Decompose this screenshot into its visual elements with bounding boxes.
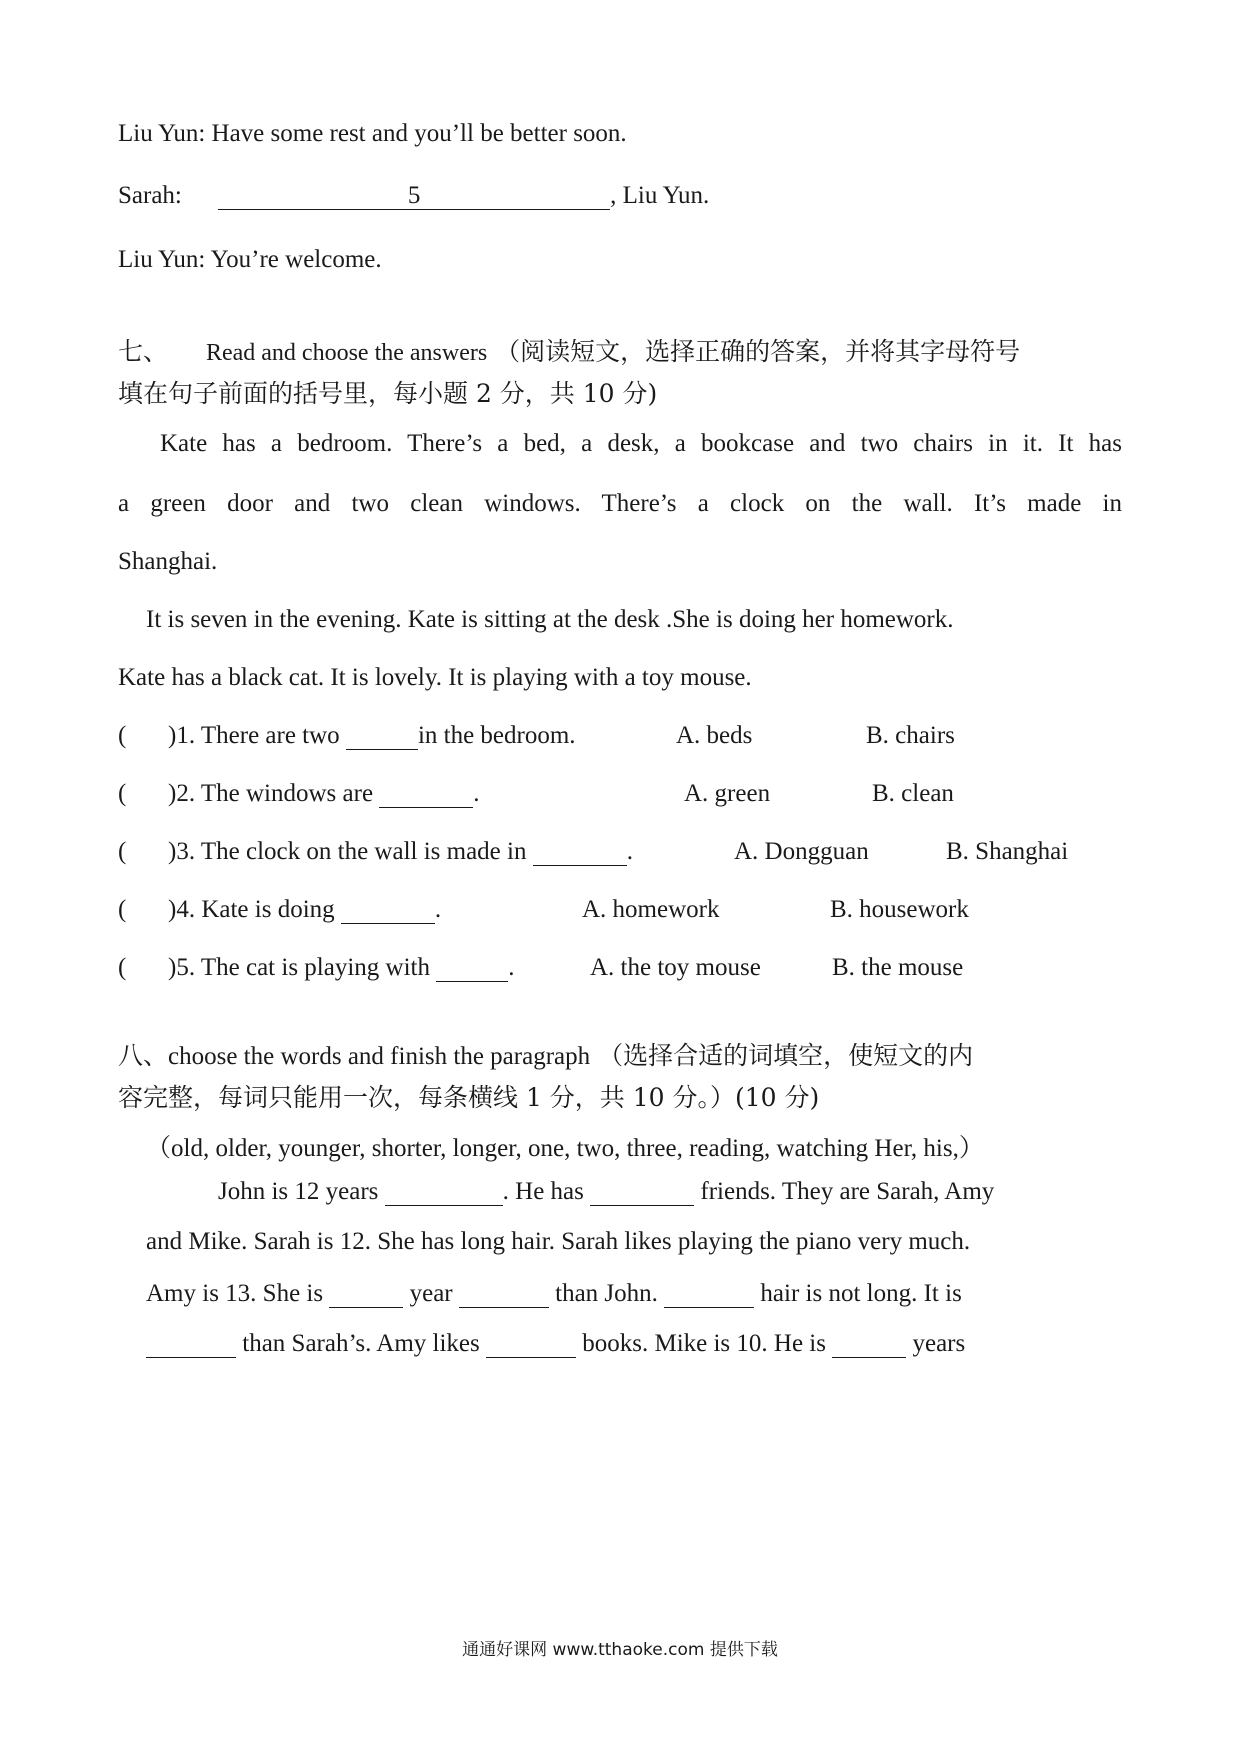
speaker-label: Sarah: bbox=[118, 182, 182, 209]
option-b: B. housework bbox=[830, 896, 969, 923]
option-b: B. chairs bbox=[866, 722, 955, 749]
question-text-after: . bbox=[508, 954, 515, 981]
answer-blank bbox=[459, 1281, 549, 1308]
paragraph-text: than Sarah’s. Amy likes bbox=[236, 1330, 486, 1357]
paragraph-text: . He has bbox=[502, 1178, 591, 1205]
question-text-before: )5. The cat is playing with bbox=[168, 954, 437, 981]
paragraph-text: books. Mike is 10. He is bbox=[575, 1330, 833, 1357]
answer-blank bbox=[533, 839, 627, 866]
answer-blank bbox=[832, 1331, 906, 1358]
question-text-before: )2. The windows are bbox=[168, 780, 380, 807]
section-7-heading bbox=[118, 332, 1020, 368]
answer-blank-5: 5 bbox=[218, 183, 610, 210]
paragraph-line-1 bbox=[218, 1178, 994, 1206]
dialogue-line-2 bbox=[118, 182, 709, 210]
paragraph-line-4 bbox=[146, 1330, 965, 1358]
paragraph-text: friends. They are Sarah, Amy bbox=[694, 1178, 995, 1205]
section-7-title-zh-1: （阅读短文，选择正确的答案，并将其字母符号 bbox=[495, 337, 1021, 366]
section-8-number: 八、 bbox=[118, 1041, 169, 1070]
option-b: B. Shanghai bbox=[946, 838, 1069, 865]
question-text-before: )1. There are two bbox=[168, 722, 346, 749]
dialogue-line-2-end: , Liu Yun. bbox=[610, 182, 710, 209]
section-8-title-zh-1: （选择合适的词填空，使短文的内 bbox=[598, 1041, 974, 1070]
answer-blank bbox=[590, 1179, 694, 1206]
answer-blank bbox=[436, 955, 508, 982]
passage-line-1: Kate has a bedroom. There’s a bed, a desk, a bookcase and two chairs in it. It has bbox=[160, 430, 1122, 457]
word-bank: （old, older, younger, shorter, longer, one, two, three, reading, watching Her, his,） bbox=[146, 1135, 984, 1162]
answer-paren: ( bbox=[118, 954, 127, 981]
question-text bbox=[168, 722, 576, 750]
option-a: A. green bbox=[684, 780, 771, 807]
question-text bbox=[168, 954, 515, 982]
option-b: B. the mouse bbox=[832, 954, 964, 981]
question-text-before: )3. The clock on the wall is made in bbox=[168, 838, 533, 865]
question-text-after: in the bedroom. bbox=[417, 722, 576, 749]
section-7-title-en: Read and choose the answers bbox=[205, 340, 488, 366]
section-8-title-zh-2: 容完整，每词只能用一次，每条横线 1 分，共 10 分。）(10 分) bbox=[118, 1083, 820, 1112]
section-8-heading bbox=[118, 1036, 973, 1072]
paragraph-text: than John. bbox=[548, 1280, 665, 1307]
question-text-after: . bbox=[473, 780, 480, 807]
answer-blank bbox=[664, 1281, 754, 1308]
answer-blank bbox=[486, 1331, 576, 1358]
question-text-before: )4. Kate is doing bbox=[168, 896, 341, 923]
answer-blank bbox=[146, 1331, 236, 1358]
option-a: A. the toy mouse bbox=[590, 954, 761, 981]
answer-blank bbox=[346, 723, 418, 750]
answer-blank bbox=[341, 897, 435, 924]
paragraph-text: years bbox=[906, 1330, 966, 1357]
paragraph-line-3 bbox=[146, 1280, 962, 1308]
answer-blank bbox=[379, 781, 473, 808]
question-text bbox=[168, 896, 441, 924]
dialogue-line-3: Liu Yun: You’re welcome. bbox=[118, 246, 382, 273]
answer-paren: ( bbox=[118, 896, 127, 923]
section-7-title-zh-2: 填在句子前面的括号里，每小题 2 分，共 10 分) bbox=[118, 379, 658, 408]
option-a: A. Dongguan bbox=[734, 838, 869, 865]
passage-line-4: It is seven in the evening. Kate is sitting at the desk .She is doing her homework. bbox=[146, 606, 954, 633]
footer-watermark: 通通好课网 www.tthaoke.com 提供下载 bbox=[462, 1640, 778, 1660]
section-8-title-en: choose the words and finish the paragraph bbox=[168, 1043, 591, 1070]
answer-paren: ( bbox=[118, 780, 127, 807]
passage-line-5: Kate has a black cat. It is lovely. It is playing with a toy mouse. bbox=[118, 664, 752, 691]
passage-line-3: Shanghai. bbox=[118, 548, 218, 575]
question-text bbox=[168, 838, 633, 866]
option-a: A. beds bbox=[676, 722, 753, 749]
question-text bbox=[168, 780, 480, 808]
answer-blank bbox=[329, 1281, 403, 1308]
paragraph-text: Amy is 13. She is bbox=[146, 1280, 330, 1307]
option-a: A. homework bbox=[582, 896, 720, 923]
section-7-number: 七、 bbox=[118, 337, 169, 366]
paragraph-text: hair is not long. It is bbox=[754, 1280, 962, 1307]
paragraph-text: year bbox=[403, 1280, 459, 1307]
option-b: B. clean bbox=[872, 780, 954, 807]
paragraph-text: John is 12 years bbox=[218, 1178, 385, 1205]
dialogue-line-1: Liu Yun: Have some rest and you’ll be better soon. bbox=[118, 120, 627, 147]
paragraph-line-2: and Mike. Sarah is 12. She has long hair. Sarah likes playing the piano very much. bbox=[146, 1228, 971, 1255]
question-text-after: . bbox=[434, 896, 442, 923]
passage-line-2: a green door and two clean windows. There’s a clock on the wall. It’s made in bbox=[118, 490, 1122, 517]
question-text-after: . bbox=[626, 838, 633, 865]
answer-paren: ( bbox=[118, 722, 127, 749]
answer-blank bbox=[385, 1179, 503, 1206]
answer-paren: ( bbox=[118, 838, 127, 865]
